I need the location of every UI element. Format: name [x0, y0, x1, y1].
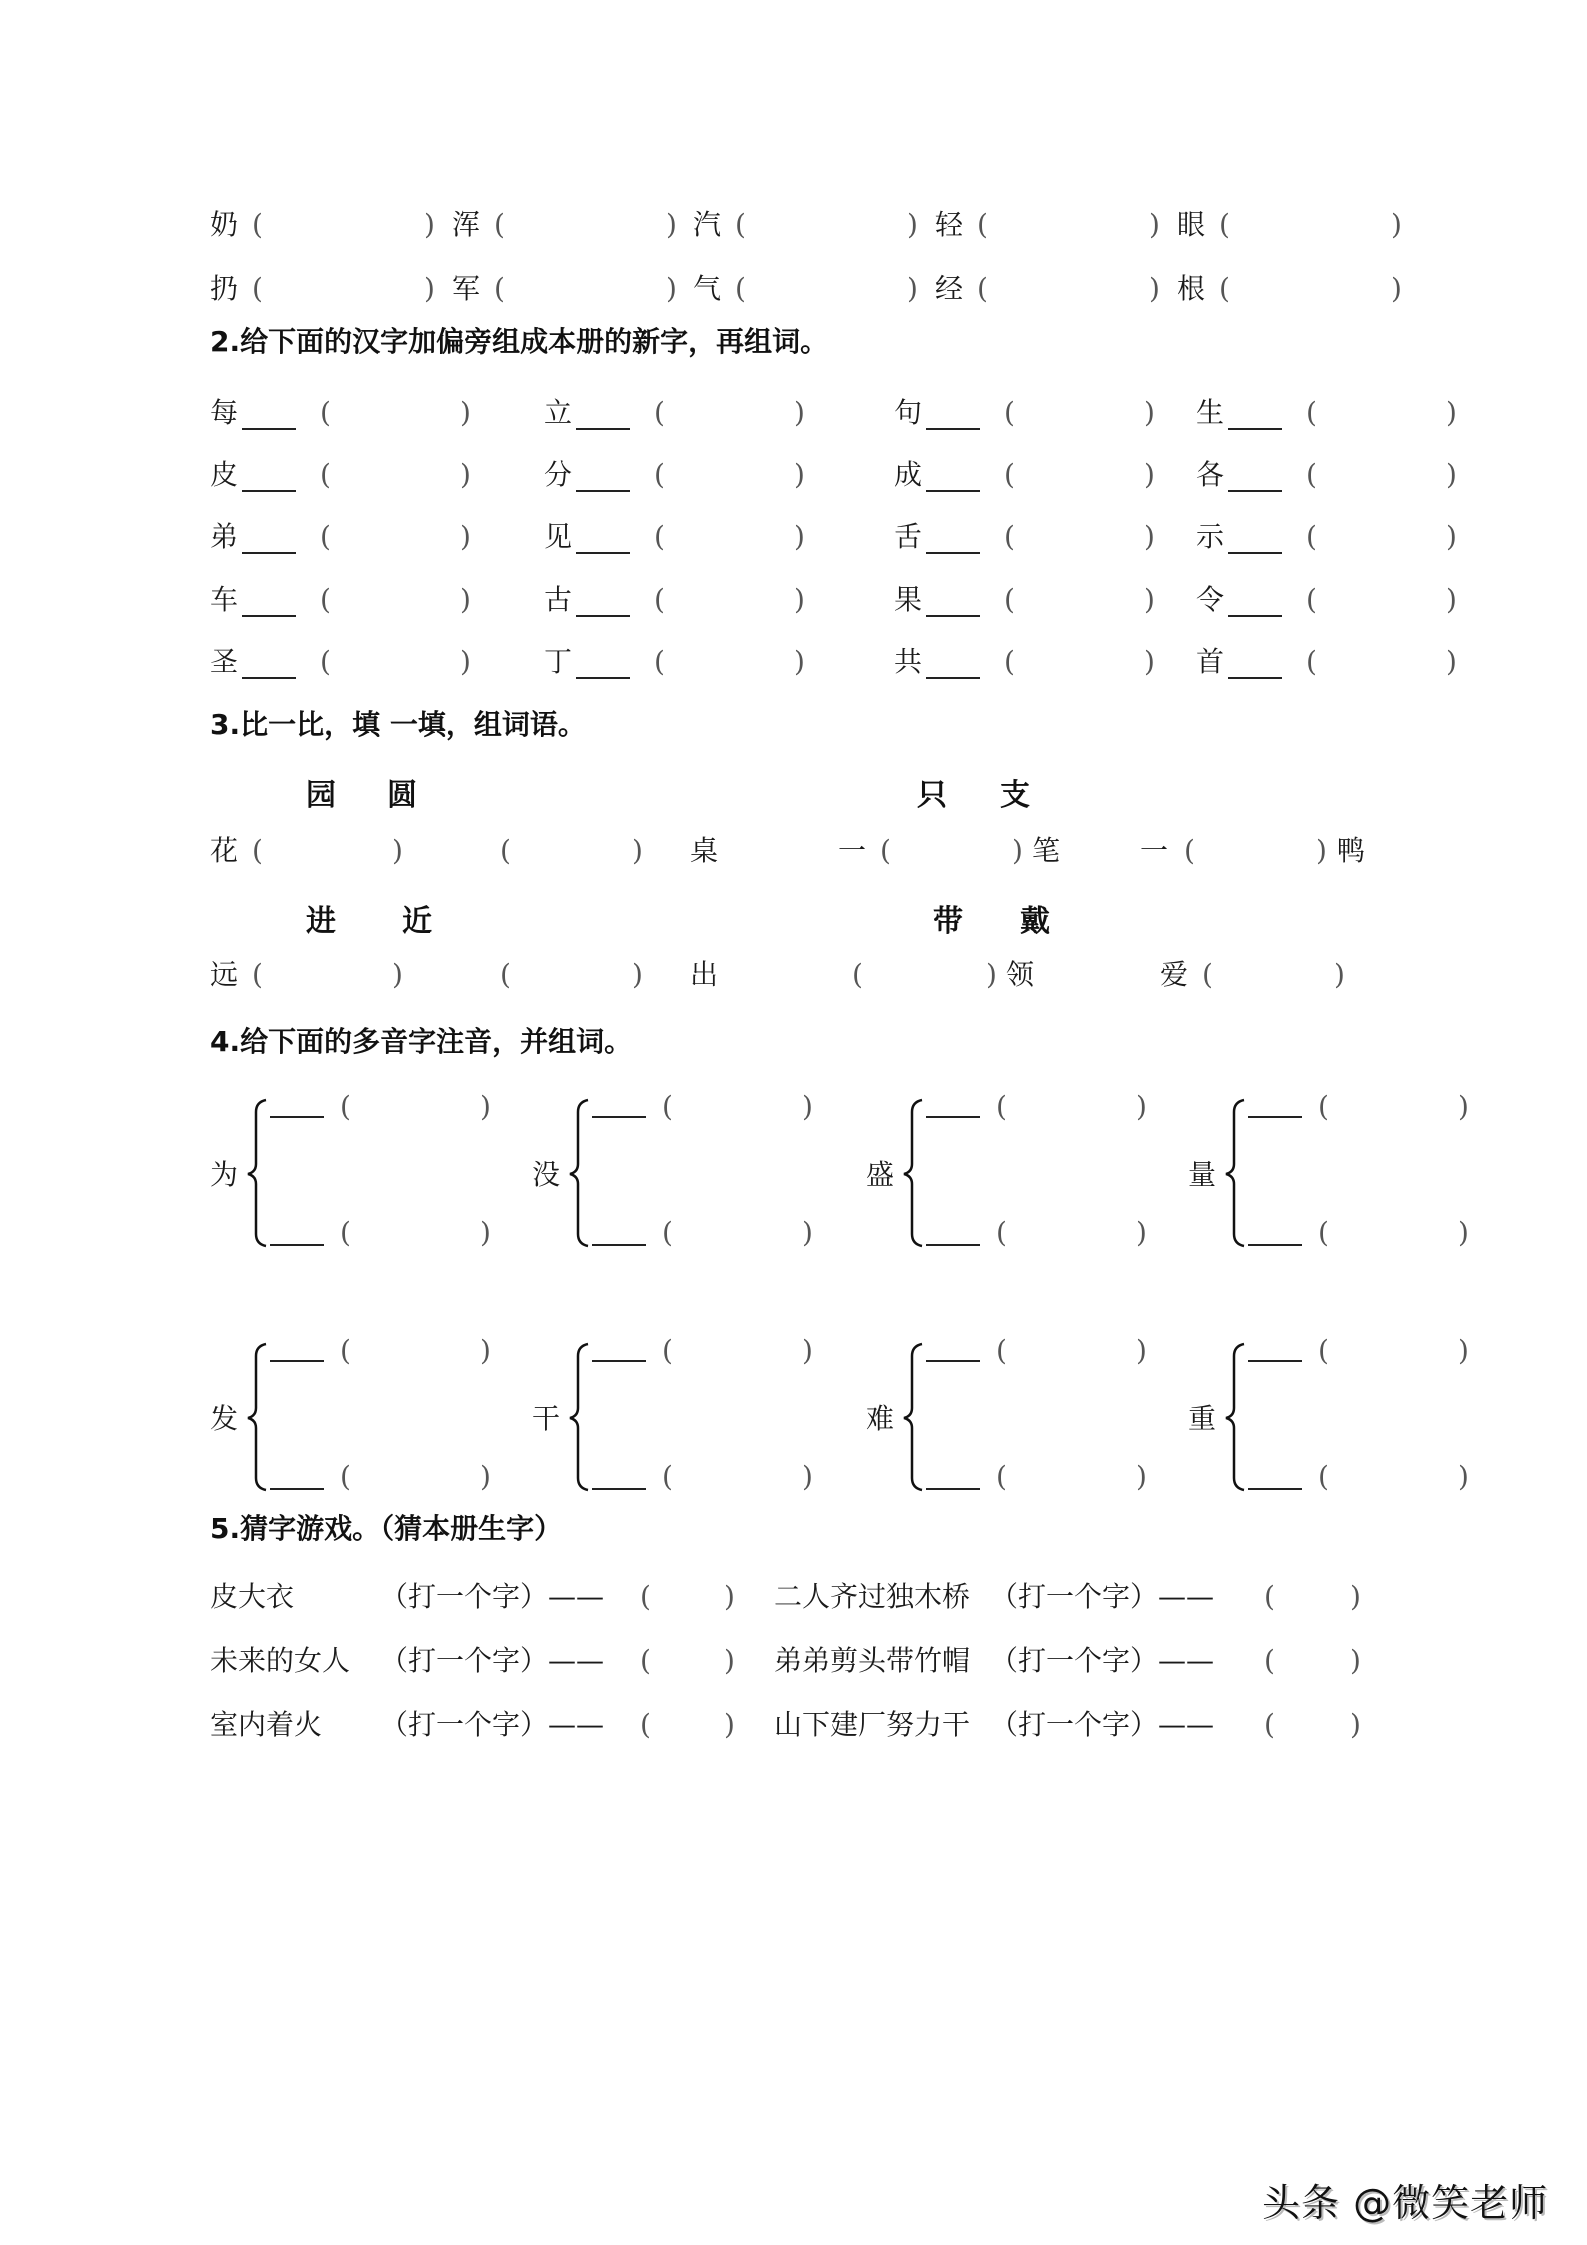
pinyin-answer-blank[interactable]	[270, 208, 420, 242]
paren-open: (	[640, 1708, 651, 1741]
pinyin-underline[interactable]	[926, 1488, 980, 1490]
section-4-title: 4.给下面的多音字注音，并组词。	[210, 1025, 633, 1058]
base-char: 分	[544, 458, 573, 491]
word-char: 笔	[1032, 834, 1061, 867]
paren-close: )	[392, 958, 403, 991]
paren-open: (	[996, 1216, 1007, 1249]
paren-close: )	[907, 208, 918, 241]
word-answer-blank[interactable]	[340, 583, 460, 617]
pinyin-underline[interactable]	[270, 1488, 324, 1490]
paren-close: )	[424, 208, 435, 241]
paren-close: )	[480, 1334, 491, 1367]
paren-open: (	[996, 1460, 1007, 1493]
paren-close: )	[1144, 645, 1155, 678]
paren-close: )	[480, 1090, 491, 1123]
word-answer-blank[interactable]	[674, 645, 794, 679]
pinyin-underline[interactable]	[270, 1116, 324, 1118]
word-answer-blank[interactable]	[674, 583, 794, 617]
polyphone-char: 干	[532, 1402, 561, 1435]
paren-close: )	[460, 458, 471, 491]
section-2-title: 2.给下面的汉字加偏旁组成本册的新字，再组词。	[210, 325, 829, 358]
paren-open: (	[662, 1334, 673, 1367]
polyphone-char: 盛	[866, 1158, 895, 1191]
base-char: 生	[1196, 396, 1225, 429]
paren-open: (	[252, 208, 263, 241]
new-char-underline[interactable]	[576, 552, 630, 554]
answer-blank[interactable]	[270, 834, 390, 868]
word-answer-blank[interactable]	[1014, 1216, 1134, 1250]
paren-close: )	[794, 520, 805, 553]
word-char: 经	[935, 272, 964, 305]
base-char: 舌	[894, 520, 923, 553]
word-char: 扔	[210, 272, 239, 305]
word-answer-blank[interactable]	[674, 520, 794, 554]
paren-close: )	[1350, 1644, 1361, 1677]
paren-close: )	[480, 1460, 491, 1493]
base-char: 每	[210, 396, 239, 429]
paren-open: (	[320, 520, 331, 553]
curly-brace-icon	[568, 1342, 592, 1492]
new-char-underline[interactable]	[576, 428, 630, 430]
paren-open: (	[340, 1334, 351, 1367]
paren-open: (	[1318, 1090, 1329, 1123]
paren-open: (	[1264, 1580, 1275, 1613]
paren-open: (	[500, 958, 511, 991]
new-char-underline[interactable]	[926, 552, 980, 554]
paren-open: (	[1004, 583, 1015, 616]
paren-close: )	[460, 520, 471, 553]
riddle-hint: （打一个字）——	[380, 1708, 605, 1741]
paren-close: )	[1458, 1334, 1469, 1367]
pinyin-underline[interactable]	[1248, 1244, 1302, 1246]
paren-close: )	[1144, 396, 1155, 429]
new-char-underline[interactable]	[576, 490, 630, 492]
riddle-answer-blank[interactable]	[660, 1644, 720, 1678]
word-char: 根	[1177, 272, 1206, 305]
base-char: 首	[1196, 645, 1225, 678]
paren-open: (	[654, 645, 665, 678]
polyphone-char: 发	[210, 1402, 239, 1435]
word-char: 领	[1006, 958, 1035, 991]
paren-close: )	[1446, 520, 1457, 553]
word-answer-blank[interactable]	[340, 520, 460, 554]
riddle-hint: （打一个字）——	[380, 1644, 605, 1677]
word-char: 一	[838, 834, 867, 867]
paren-close: )	[1458, 1216, 1469, 1249]
word-answer-blank[interactable]	[1336, 1216, 1456, 1250]
paren-open: (	[340, 1090, 351, 1123]
word-char: 花	[210, 834, 239, 867]
paren-open: (	[996, 1334, 1007, 1367]
paren-close: )	[802, 1334, 813, 1367]
paren-open: (	[640, 1580, 651, 1613]
paren-close: )	[1458, 1090, 1469, 1123]
paren-close: )	[724, 1580, 735, 1613]
paren-open: (	[977, 208, 988, 241]
pinyin-answer-blank[interactable]	[1237, 208, 1387, 242]
base-char: 句	[894, 396, 923, 429]
paren-close: )	[1316, 834, 1327, 867]
curly-brace-icon	[902, 1342, 926, 1492]
paren-close: )	[1136, 1334, 1147, 1367]
word-answer-blank[interactable]	[1326, 583, 1446, 617]
paren-close: )	[1144, 458, 1155, 491]
paren-open: (	[977, 272, 988, 305]
paren-close: )	[794, 396, 805, 429]
paren-open: (	[654, 396, 665, 429]
new-char-underline[interactable]	[1228, 490, 1282, 492]
paren-open: (	[320, 458, 331, 491]
pinyin-underline[interactable]	[926, 1116, 980, 1118]
word-char: 鸭	[1337, 834, 1366, 867]
word-answer-blank[interactable]	[1326, 520, 1446, 554]
new-char-underline[interactable]	[1228, 677, 1282, 679]
paren-open: (	[1306, 645, 1317, 678]
paren-close: )	[1136, 1460, 1147, 1493]
paren-close: )	[460, 645, 471, 678]
paren-close: )	[460, 583, 471, 616]
word-answer-blank[interactable]	[1024, 583, 1144, 617]
paren-close: )	[1144, 583, 1155, 616]
pinyin-underline[interactable]	[592, 1244, 646, 1246]
pinyin-answer-blank[interactable]	[995, 272, 1145, 306]
word-answer-blank[interactable]	[1014, 1334, 1134, 1368]
riddle-hint: （打一个字）——	[380, 1580, 605, 1613]
compare-char: 圆	[387, 778, 417, 813]
paren-open: (	[880, 834, 891, 867]
paren-close: )	[632, 958, 643, 991]
word-answer-blank[interactable]	[1014, 1460, 1134, 1494]
paren-close: )	[1012, 834, 1023, 867]
paren-open: (	[1004, 645, 1015, 678]
paren-close: )	[424, 272, 435, 305]
paren-open: (	[662, 1460, 673, 1493]
paren-close: )	[1446, 458, 1457, 491]
base-char: 丁	[544, 645, 573, 678]
word-answer-blank[interactable]	[1326, 396, 1446, 430]
new-char-underline[interactable]	[926, 677, 980, 679]
paren-open: (	[1264, 1644, 1275, 1677]
polyphone-char: 重	[1188, 1402, 1217, 1435]
paren-close: )	[1334, 958, 1345, 991]
section-3-title: 3.比一比，填 一填，组词语。	[210, 708, 586, 741]
riddle-answer-blank[interactable]	[1284, 1708, 1344, 1742]
compare-char: 园	[306, 778, 336, 813]
paren-open: (	[1306, 520, 1317, 553]
paren-close: )	[1144, 520, 1155, 553]
paren-open: (	[320, 583, 331, 616]
new-char-underline[interactable]	[242, 552, 296, 554]
paren-close: )	[480, 1216, 491, 1249]
word-char: 轻	[935, 208, 964, 241]
paren-close: )	[1446, 645, 1457, 678]
word-char: 爱	[1160, 958, 1189, 991]
new-char-underline[interactable]	[1228, 552, 1282, 554]
riddle-hint: （打一个字）——	[990, 1580, 1215, 1613]
answer-blank[interactable]	[870, 958, 990, 992]
pinyin-underline[interactable]	[592, 1116, 646, 1118]
curly-brace-icon	[246, 1098, 270, 1248]
pinyin-underline[interactable]	[270, 1360, 324, 1362]
pinyin-answer-blank[interactable]	[1237, 272, 1387, 306]
paren-open: (	[640, 1644, 651, 1677]
base-char: 成	[894, 458, 923, 491]
polyphone-char: 量	[1188, 1158, 1217, 1191]
word-answer-blank[interactable]	[1024, 396, 1144, 430]
paren-close: )	[724, 1708, 735, 1741]
paren-close: )	[460, 396, 471, 429]
paren-open: (	[735, 272, 746, 305]
compare-char: 近	[402, 904, 432, 939]
curly-brace-icon	[1224, 1342, 1248, 1492]
word-answer-blank[interactable]	[680, 1334, 800, 1368]
paren-close: )	[1136, 1216, 1147, 1249]
paren-open: (	[494, 208, 505, 241]
word-answer-blank[interactable]	[1336, 1460, 1456, 1494]
answer-blank[interactable]	[898, 834, 1008, 868]
word-answer-blank[interactable]	[1024, 458, 1144, 492]
paren-close: )	[802, 1216, 813, 1249]
paren-open: (	[1318, 1334, 1329, 1367]
paren-open: (	[1318, 1216, 1329, 1249]
paren-close: )	[907, 272, 918, 305]
base-char: 皮	[210, 458, 239, 491]
new-char-underline[interactable]	[576, 615, 630, 617]
pinyin-answer-blank[interactable]	[995, 208, 1145, 242]
paren-close: )	[392, 834, 403, 867]
paren-open: (	[654, 583, 665, 616]
base-char: 示	[1196, 520, 1225, 553]
polyphone-char: 没	[532, 1158, 561, 1191]
compare-char: 只	[917, 778, 947, 813]
paren-open: (	[1004, 520, 1015, 553]
riddle-text: 室内着火	[210, 1708, 323, 1741]
paren-open: (	[662, 1216, 673, 1249]
base-char: 见	[544, 520, 573, 553]
riddle-text: 皮大衣	[210, 1580, 295, 1613]
paren-close: )	[1149, 208, 1160, 241]
pinyin-underline[interactable]	[926, 1360, 980, 1362]
curly-brace-icon	[568, 1098, 592, 1248]
paren-close: )	[1458, 1460, 1469, 1493]
word-answer-blank[interactable]	[1326, 458, 1446, 492]
pinyin-underline[interactable]	[270, 1244, 324, 1246]
paren-close: )	[1446, 396, 1457, 429]
paren-open: (	[320, 645, 331, 678]
base-char: 果	[894, 583, 923, 616]
paren-open: (	[1004, 458, 1015, 491]
section-5-title: 5.猜字游戏。（猜本册生字）	[210, 1512, 563, 1545]
word-answer-blank[interactable]	[1326, 645, 1446, 679]
paren-open: (	[1306, 458, 1317, 491]
pinyin-answer-blank[interactable]	[512, 272, 662, 306]
riddle-hint: （打一个字）——	[990, 1708, 1215, 1741]
paren-close: )	[1391, 272, 1402, 305]
riddle-answer-blank[interactable]	[660, 1580, 720, 1614]
paren-close: )	[802, 1090, 813, 1123]
word-char: 浑	[452, 208, 481, 241]
paren-open: (	[852, 958, 863, 991]
word-answer-blank[interactable]	[358, 1216, 478, 1250]
word-answer-blank[interactable]	[358, 1460, 478, 1494]
curly-brace-icon	[902, 1098, 926, 1248]
paren-close: )	[1350, 1580, 1361, 1613]
word-char: 奶	[210, 208, 239, 241]
paren-close: )	[794, 458, 805, 491]
paren-open: (	[1202, 958, 1213, 991]
paren-close: )	[724, 1644, 735, 1677]
paren-open: (	[1306, 396, 1317, 429]
compare-char: 戴	[1020, 904, 1050, 939]
pinyin-underline[interactable]	[592, 1360, 646, 1362]
word-answer-blank[interactable]	[680, 1216, 800, 1250]
base-char: 立	[544, 396, 573, 429]
paren-open: (	[252, 834, 263, 867]
new-char-underline[interactable]	[242, 490, 296, 492]
word-answer-blank[interactable]	[358, 1334, 478, 1368]
base-char: 车	[210, 583, 239, 616]
paren-open: (	[340, 1460, 351, 1493]
new-char-underline[interactable]	[576, 677, 630, 679]
word-answer-blank[interactable]	[1336, 1334, 1456, 1368]
polyphone-char: 为	[210, 1158, 239, 1191]
paren-open: (	[1004, 396, 1015, 429]
word-char: 汽	[693, 208, 722, 241]
pinyin-answer-blank[interactable]	[753, 208, 903, 242]
pinyin-answer-blank[interactable]	[270, 272, 420, 306]
pinyin-answer-blank[interactable]	[512, 208, 662, 242]
riddle-hint: （打一个字）——	[990, 1644, 1215, 1677]
paren-open: (	[1219, 272, 1230, 305]
paren-close: )	[1136, 1090, 1147, 1123]
paren-open: (	[340, 1216, 351, 1249]
base-char: 古	[544, 583, 573, 616]
paren-open: (	[252, 958, 263, 991]
paren-close: )	[1446, 583, 1457, 616]
paren-open: (	[1184, 834, 1195, 867]
paren-open: (	[320, 396, 331, 429]
new-char-underline[interactable]	[242, 428, 296, 430]
paren-open: (	[1264, 1708, 1275, 1741]
paren-close: )	[1149, 272, 1160, 305]
answer-blank[interactable]	[1202, 834, 1312, 868]
pinyin-underline[interactable]	[1248, 1360, 1302, 1362]
riddle-text: 二人齐过独木桥	[774, 1580, 971, 1613]
paren-close: )	[666, 208, 677, 241]
word-char: 眼	[1177, 208, 1206, 241]
pinyin-underline[interactable]	[1248, 1116, 1302, 1118]
pinyin-underline[interactable]	[926, 1244, 980, 1246]
riddle-text: 山下建厂努力干	[774, 1708, 971, 1741]
riddle-answer-blank[interactable]	[660, 1708, 720, 1742]
new-char-underline[interactable]	[1228, 428, 1282, 430]
paren-close: )	[632, 834, 643, 867]
word-answer-blank[interactable]	[674, 458, 794, 492]
base-char: 共	[894, 645, 923, 678]
new-char-underline[interactable]	[926, 428, 980, 430]
paren-open: (	[654, 520, 665, 553]
word-char: 军	[452, 272, 481, 305]
word-answer-blank[interactable]	[674, 396, 794, 430]
curly-brace-icon	[246, 1342, 270, 1492]
paren-open: (	[996, 1090, 1007, 1123]
riddle-answer-blank[interactable]	[1284, 1644, 1344, 1678]
paren-close: )	[794, 583, 805, 616]
base-char: 弟	[210, 520, 239, 553]
new-char-underline[interactable]	[926, 490, 980, 492]
new-char-underline[interactable]	[926, 615, 980, 617]
word-answer-blank[interactable]	[340, 396, 460, 430]
paren-open: (	[1219, 208, 1230, 241]
paren-open: (	[1318, 1460, 1329, 1493]
word-answer-blank[interactable]	[1024, 520, 1144, 554]
paren-open: (	[662, 1090, 673, 1123]
new-char-underline[interactable]	[242, 677, 296, 679]
paren-close: )	[802, 1460, 813, 1493]
word-char: 远	[210, 958, 239, 991]
paren-open: (	[252, 272, 263, 305]
base-char: 各	[1196, 458, 1225, 491]
riddle-text: 弟弟剪头带竹帽	[774, 1644, 971, 1677]
paren-close: )	[666, 272, 677, 305]
riddle-answer-blank[interactable]	[1284, 1580, 1344, 1614]
base-char: 圣	[210, 645, 239, 678]
compare-char: 支	[1000, 778, 1030, 813]
new-char-underline[interactable]	[1228, 615, 1282, 617]
paren-open: (	[735, 208, 746, 241]
watermark: 头条 @微笑老师	[1262, 2181, 1549, 2225]
new-char-underline[interactable]	[242, 615, 296, 617]
paren-open: (	[494, 272, 505, 305]
word-char: 桌	[690, 834, 719, 867]
compare-char: 带	[933, 904, 963, 939]
paren-open: (	[500, 834, 511, 867]
curly-brace-icon	[1224, 1098, 1248, 1248]
pinyin-underline[interactable]	[1248, 1488, 1302, 1490]
word-char: 气	[693, 272, 722, 305]
word-answer-blank[interactable]	[680, 1460, 800, 1494]
paren-close: )	[1391, 208, 1402, 241]
paren-close: )	[986, 958, 997, 991]
word-char: 一	[1140, 834, 1169, 867]
word-answer-blank[interactable]	[680, 1090, 800, 1124]
paren-open: (	[654, 458, 665, 491]
pinyin-underline[interactable]	[592, 1488, 646, 1490]
pinyin-answer-blank[interactable]	[753, 272, 903, 306]
word-answer-blank[interactable]	[1336, 1090, 1456, 1124]
answer-blank[interactable]	[518, 834, 638, 868]
paren-open: (	[1306, 583, 1317, 616]
paren-close: )	[794, 645, 805, 678]
word-answer-blank[interactable]	[340, 458, 460, 492]
word-answer-blank[interactable]	[340, 645, 460, 679]
base-char: 令	[1196, 583, 1225, 616]
riddle-text: 未来的女人	[210, 1644, 351, 1677]
answer-blank[interactable]	[1220, 958, 1340, 992]
polyphone-char: 难	[866, 1402, 895, 1435]
word-char: 出	[690, 958, 719, 991]
answer-blank[interactable]	[518, 958, 638, 992]
answer-blank[interactable]	[270, 958, 390, 992]
word-answer-blank[interactable]	[358, 1090, 478, 1124]
word-answer-blank[interactable]	[1024, 645, 1144, 679]
paren-close: )	[1350, 1708, 1361, 1741]
word-answer-blank[interactable]	[1014, 1090, 1134, 1124]
compare-char: 进	[306, 904, 336, 939]
